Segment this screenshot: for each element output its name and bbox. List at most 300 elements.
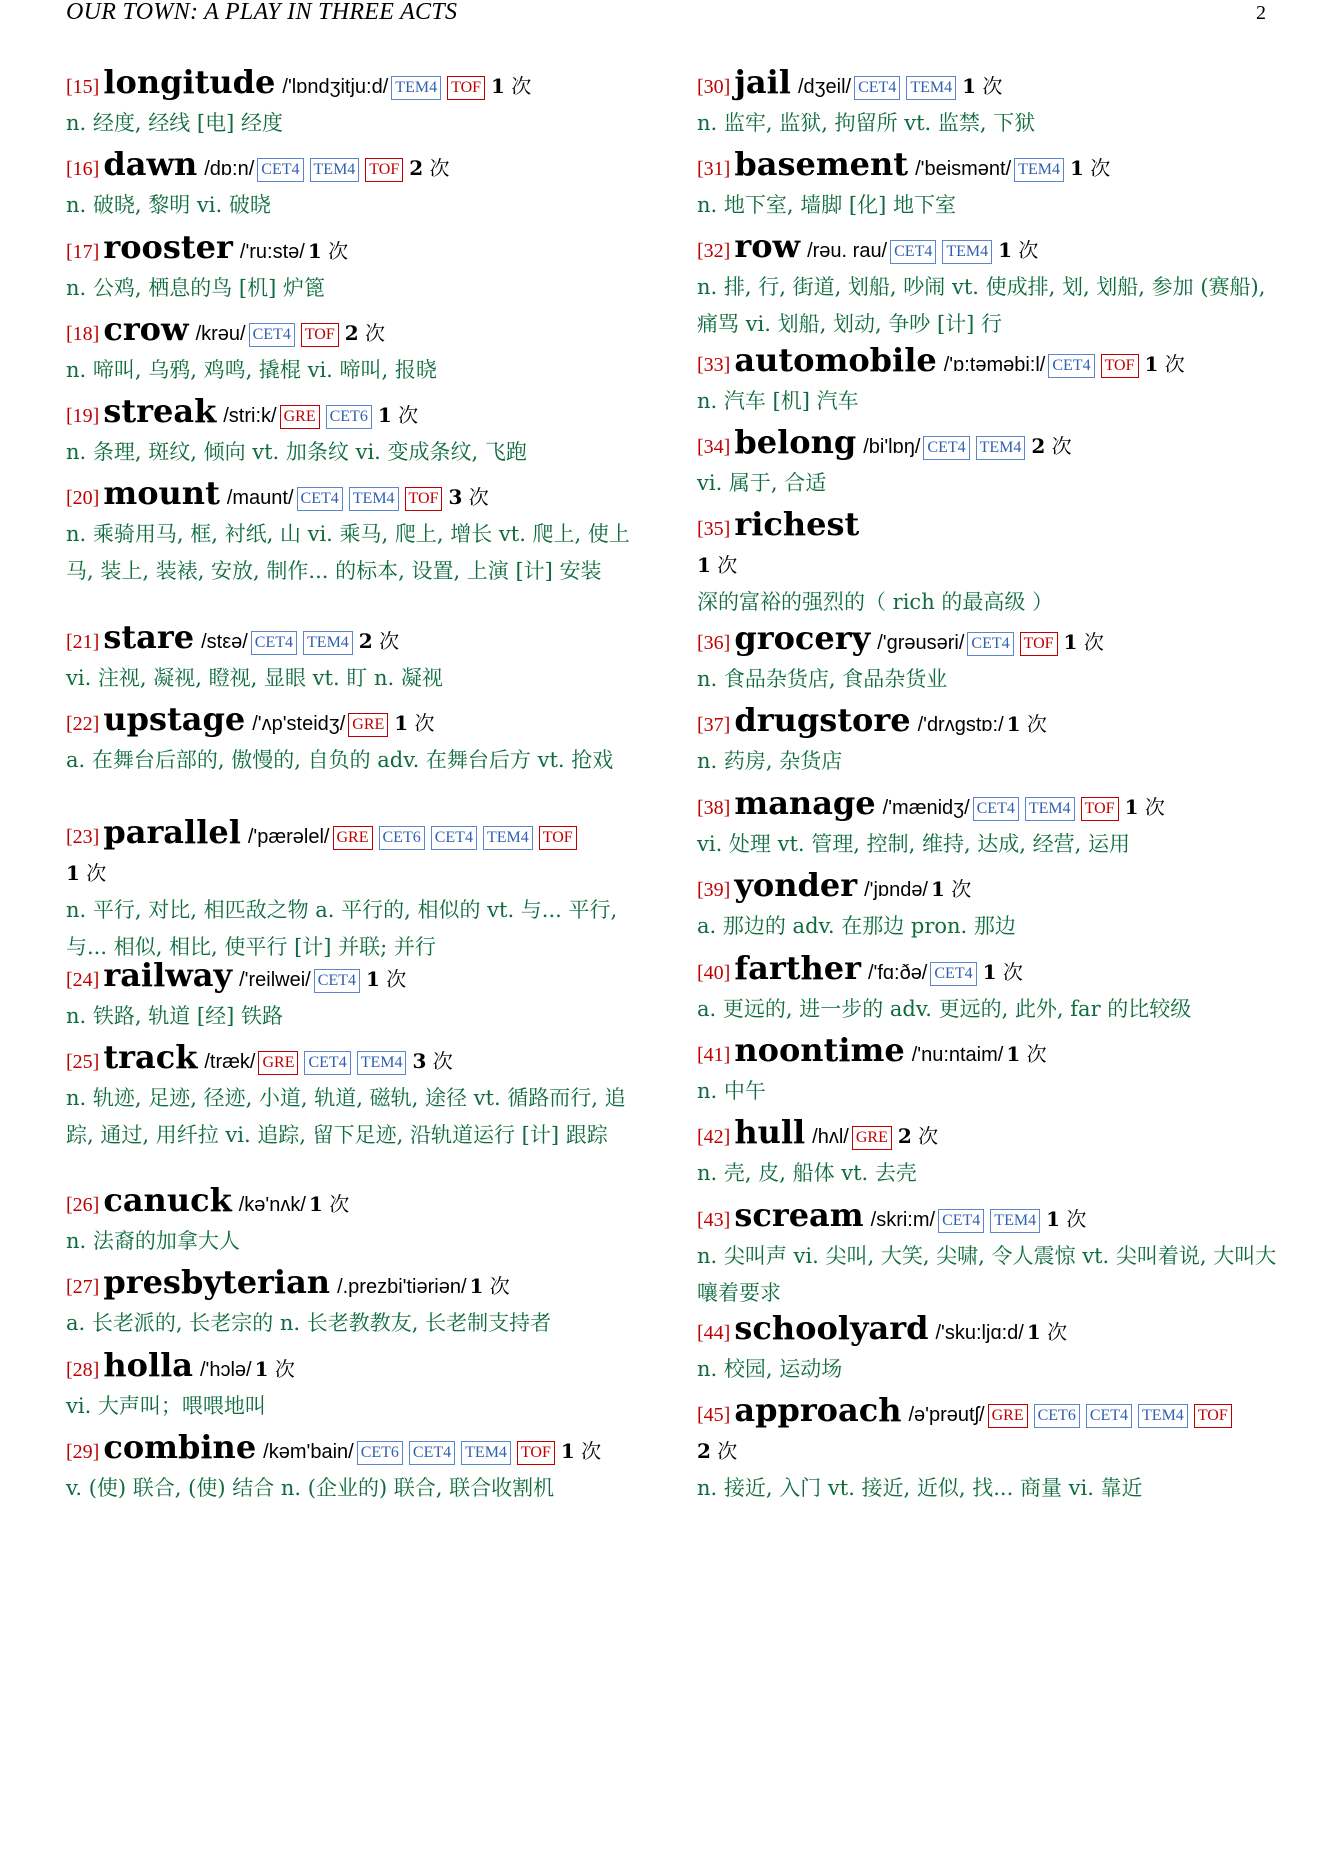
exam-tag-tem4: TEM4 (1025, 797, 1075, 821)
vocab-entry (697, 620, 1277, 698)
frequency-count: 1 (560, 1439, 575, 1463)
headword: manage (734, 784, 876, 822)
frequency (412, 1049, 452, 1073)
phonetic: /'ʌp'steidʒ/ (252, 713, 346, 735)
exam-tag-gre: GRE (852, 1126, 892, 1150)
entry-number: [45] (697, 1404, 731, 1426)
exam-tag-tof: TOF (1194, 1404, 1232, 1428)
book-title: OUR TOWN: A PLAY IN THREE ACTS (66, 0, 458, 25)
exam-tag-tem4: TEM4 (906, 76, 956, 100)
exam-tag-cet4: CET4 (967, 632, 1013, 656)
exam-tag-cet4: CET4 (930, 962, 976, 986)
frequency-count: 2 (697, 1439, 711, 1463)
frequency (697, 1439, 737, 1463)
headword: richest (734, 505, 860, 543)
frequency-count: 1 (307, 239, 322, 263)
headword: yonder (734, 866, 858, 904)
frequency (931, 877, 971, 901)
frequency (983, 960, 1023, 984)
entry-headline (697, 1197, 1277, 1240)
exam-tag-cet4: CET4 (314, 969, 360, 993)
exam-tag-cet4: CET4 (257, 158, 303, 182)
frequency-count: 1 (66, 861, 80, 885)
headword: basement (734, 145, 909, 183)
entry-number: [29] (66, 1441, 100, 1463)
vocab-entry (66, 393, 646, 471)
frequency-unit: 次 (1026, 712, 1047, 736)
headword: presbyterian (103, 1263, 331, 1301)
headword: stare (103, 618, 195, 656)
entry-number: [34] (697, 436, 731, 458)
frequency-unit: 次 (717, 1439, 738, 1463)
frequency (491, 74, 531, 98)
entry-headline (697, 342, 1277, 385)
frequency-count: 2 (409, 156, 424, 180)
frequency-count: 1 (697, 553, 711, 577)
headword: holla (103, 1346, 193, 1384)
vocab-entry (66, 957, 646, 1035)
phonetic: /kəm'bain/ (263, 1441, 354, 1463)
frequency-count: 1 (254, 1357, 269, 1381)
frequency-count: 1 (469, 1274, 484, 1298)
frequency-unit: 次 (982, 74, 1003, 98)
phonetic: /stri:k/ (223, 405, 277, 427)
entry-number: [18] (66, 323, 100, 345)
frequency (448, 485, 488, 509)
definition: n. 汽车 [机] 汽车 (697, 389, 859, 413)
exam-tag-tof: TOF (539, 826, 577, 850)
vocab-entry (697, 64, 1277, 142)
entry-number: [17] (66, 241, 100, 263)
frequency-count: 1 (1124, 795, 1139, 819)
vocab-entry (697, 424, 1277, 502)
frequency (309, 1192, 349, 1216)
frequency (366, 967, 406, 991)
definition: vi. 大声叫；喂喂地叫 (66, 1394, 266, 1418)
frequency-unit: 次 (1144, 795, 1165, 819)
vocab-entry (66, 475, 646, 590)
frequency-count: 1 (394, 711, 409, 735)
exam-tag-tof: TOF (301, 323, 339, 347)
exam-tag-tem4: TEM4 (303, 631, 353, 655)
headword: grocery (734, 619, 871, 657)
vocab-entry (66, 1429, 646, 1507)
exam-tag-cet6: CET6 (1034, 1404, 1080, 1428)
entry-number: [35] (697, 518, 731, 540)
vocab-entry (66, 1347, 646, 1425)
headword: scream (734, 1196, 864, 1234)
exam-tag-cet4: CET4 (297, 487, 343, 511)
frequency-count: 1 (1144, 352, 1159, 376)
entry-headline (66, 311, 646, 354)
frequency-unit: 次 (1164, 352, 1185, 376)
headword: hull (734, 1113, 806, 1151)
entry-number: [41] (697, 1044, 731, 1066)
phonetic: /'nu:ntaim/ (911, 1044, 1004, 1066)
definition: a. 更远的, 进一步的 adv. 更远的, 此外, far 的比较级 (697, 997, 1192, 1021)
phonetic: /'ɒ:təməbi:l/ (943, 354, 1046, 376)
vocab-entry (697, 950, 1277, 1028)
exam-tag-cet6: CET6 (379, 826, 425, 850)
frequency-count: 1 (377, 403, 392, 427)
entry-headline (66, 475, 646, 518)
exam-tag-cet4: CET4 (1086, 1404, 1132, 1428)
frequency-count: 2 (344, 321, 359, 345)
headword: noontime (734, 1031, 905, 1069)
frequency-count: 1 (931, 877, 945, 901)
frequency-count: 1 (491, 74, 505, 98)
frequency (697, 553, 737, 577)
frequency-count: 1 (1069, 156, 1084, 180)
exam-tag-gre: GRE (988, 1404, 1028, 1428)
exam-tag-cet4: CET4 (304, 1051, 350, 1075)
frequency (470, 1274, 510, 1298)
entry-headline (697, 506, 1277, 549)
frequency-unit: 次 (429, 156, 450, 180)
phonetic: /'reilwei/ (239, 969, 311, 991)
phonetic: /'grəusəri/ (877, 632, 965, 654)
entry-number: [33] (697, 354, 731, 376)
frequency-line (697, 1433, 1277, 1472)
phonetic: /træk/ (204, 1051, 256, 1073)
exam-tag-tem4: TEM4 (1138, 1404, 1188, 1428)
frequency-count: 1 (308, 1192, 323, 1216)
entry-headline (697, 424, 1277, 467)
entry-number: [40] (697, 962, 731, 984)
headword: upstage (103, 700, 246, 738)
entry-number: [42] (697, 1126, 731, 1148)
phonetic: /.prezbi'tiəriən/ (337, 1276, 467, 1298)
entry-number: [22] (66, 713, 100, 735)
entry-headline (66, 64, 646, 107)
frequency-unit: 次 (951, 877, 972, 901)
exam-tag-cet6: CET6 (326, 405, 372, 429)
vocab-entry (66, 1264, 646, 1342)
frequency-line (697, 547, 1277, 586)
exam-tag-cet4: CET4 (890, 240, 936, 264)
headword: canuck (103, 1181, 232, 1219)
phonetic: /maunt/ (226, 487, 294, 509)
frequency (255, 1357, 295, 1381)
entry-number: [32] (697, 240, 731, 262)
entry-headline (697, 146, 1277, 189)
definition: n. 轨迹, 足迹, 径迹, 小道, 轨道, 磁轨, 途径 vt. 循路而行, 追踪, 通过, 用纤拉 vi. 追踪, 留下足迹, 沿轨道运行 [计] 跟踪 (66, 1086, 626, 1147)
frequency-count: 1 (962, 74, 977, 98)
phonetic: /ə'prəutʃ/ (908, 1404, 985, 1426)
entry-number: [39] (697, 879, 731, 901)
entry-number: [24] (66, 969, 100, 991)
phonetic: /'ru:stə/ (239, 241, 305, 263)
definition: n. 监牢, 监狱, 拘留所 vt. 监禁, 下狱 (697, 111, 1036, 135)
entry-headline (697, 702, 1277, 745)
entry-number: [31] (697, 158, 731, 180)
exam-tag-cet4: CET4 (431, 826, 477, 850)
entry-number: [15] (66, 76, 100, 98)
definition: n. 尖叫声 vi. 尖叫, 大笑, 尖啸, 令人震惊 vt. 尖叫着说, 大叫大嚷着要求 (697, 1244, 1277, 1305)
vocab-entry (697, 146, 1277, 224)
frequency (1145, 352, 1185, 376)
headword: row (734, 227, 801, 265)
entry-headline (66, 619, 646, 662)
definition: n. 平行, 对比, 相匹敌之物 a. 平行的, 相似的 vt. 与... 平行, 与... 相似, 相比, 使平行 [计] 并联; 并行 (66, 898, 618, 959)
vocab-entry (697, 228, 1277, 343)
frequency-unit: 次 (581, 1439, 602, 1463)
entry-headline (66, 1039, 646, 1082)
frequency-unit: 次 (489, 1274, 510, 1298)
headword: railway (103, 956, 233, 994)
vocab-entry (697, 1032, 1277, 1110)
entry-headline (66, 957, 646, 1000)
frequency-unit: 次 (328, 239, 349, 263)
entry-number: [25] (66, 1051, 100, 1073)
frequency-unit: 次 (379, 629, 400, 653)
frequency-unit: 次 (717, 553, 738, 577)
headword: farther (734, 949, 861, 987)
vocab-entry (66, 146, 646, 224)
exam-tag-gre: GRE (280, 405, 320, 429)
frequency-unit: 次 (1051, 434, 1072, 458)
entry-headline (697, 1310, 1277, 1353)
frequency-unit: 次 (365, 321, 386, 345)
definition: n. 破晓, 黎明 vi. 破晓 (66, 193, 271, 217)
frequency-unit: 次 (386, 967, 407, 991)
frequency (359, 629, 399, 653)
entry-headline (697, 228, 1277, 271)
vocab-entry (697, 506, 1277, 621)
frequency (1027, 1320, 1067, 1344)
exam-tag-tof: TOF (405, 487, 443, 511)
entry-headline (66, 393, 646, 436)
definition: a. 长老派的, 长老宗的 n. 长老教教友, 长老制支持者 (66, 1311, 552, 1335)
headword: automobile (734, 341, 937, 379)
frequency-unit: 次 (918, 1124, 939, 1148)
phonetic: /'pærəlel/ (247, 826, 330, 848)
entry-headline (66, 1347, 646, 1390)
page-number: 2 (1256, 2, 1266, 24)
vocab-entry (697, 702, 1277, 780)
frequency-unit: 次 (1002, 960, 1023, 984)
phonetic: /'mænidʒ/ (882, 797, 970, 819)
exam-tag-cet6: CET6 (357, 1441, 403, 1465)
frequency-count: 1 (1006, 712, 1021, 736)
entry-headline (66, 701, 646, 744)
headword: crow (103, 310, 189, 348)
headword: rooster (103, 228, 233, 266)
frequency-unit: 次 (86, 861, 107, 885)
exam-tag-tem4: TEM4 (990, 1209, 1040, 1233)
definition: n. 法裔的加拿大人 (66, 1229, 240, 1253)
definition: n. 壳, 皮, 船体 vt. 去壳 (697, 1161, 917, 1185)
phonetic: /kə'nʌk/ (238, 1194, 306, 1216)
frequency (1064, 630, 1104, 654)
headword: mount (103, 474, 220, 512)
headword: track (103, 1038, 198, 1076)
vocab-entry (66, 311, 646, 389)
exam-tag-tem4: TEM4 (483, 826, 533, 850)
exam-tag-tem4: TEM4 (461, 1441, 511, 1465)
frequency (1031, 434, 1071, 458)
frequency (998, 238, 1038, 262)
vocab-entry (697, 1310, 1277, 1388)
headword: jail (734, 63, 791, 101)
phonetic: /'sku:ljɑ:d/ (935, 1322, 1024, 1344)
phonetic: /stεə/ (201, 631, 248, 653)
exam-tag-cet4: CET4 (973, 797, 1019, 821)
frequency-count: 1 (982, 960, 997, 984)
definition: vi. 属于, 合适 (697, 471, 827, 495)
frequency-unit: 次 (414, 711, 435, 735)
exam-tag-tof: TOF (365, 158, 403, 182)
headword: longitude (103, 63, 276, 101)
exam-tag-tem4: TEM4 (942, 240, 992, 264)
phonetic: /'hɔlə/ (199, 1359, 252, 1381)
frequency-count: 2 (1031, 434, 1046, 458)
definition: vi. 注视, 凝视, 瞪视, 显眼 vt. 盯 n. 凝视 (66, 666, 443, 690)
entry-headline (697, 64, 1277, 107)
vocab-entry (697, 867, 1277, 945)
frequency-unit: 次 (274, 1357, 295, 1381)
headword: schoolyard (734, 1309, 929, 1347)
entry-headline (697, 1392, 1277, 1435)
entry-number: [44] (697, 1322, 731, 1344)
definition: n. 排, 行, 街道, 划船, 吵闹 vt. 使成排, 划, 划船, 参加 (赛船), 痛骂 vi. 划船, 划动, 争吵 [计] 行 (697, 275, 1266, 336)
exam-tag-cet4: CET4 (923, 436, 969, 460)
frequency (561, 1439, 601, 1463)
definition: n. 啼叫, 乌鸦, 鸡鸣, 撬棍 vi. 啼叫, 报晓 (66, 358, 437, 382)
frequency-unit: 次 (1066, 1207, 1087, 1231)
frequency-unit: 次 (1090, 156, 1111, 180)
definition: a. 在舞台后部的, 傲慢的, 自负的 adv. 在舞台后方 vt. 抢戏 (66, 748, 614, 772)
definition: n. 药房, 杂货店 (697, 749, 843, 773)
headword: streak (103, 392, 217, 430)
definition: n. 校园, 运动场 (697, 1357, 843, 1381)
frequency (1006, 1042, 1046, 1066)
exam-tag-tem4: TEM4 (1014, 158, 1064, 182)
definition: a. 那边的 adv. 在那边 pron. 那边 (697, 914, 1016, 938)
frequency (1046, 1207, 1086, 1231)
entry-headline (697, 1032, 1277, 1075)
frequency (66, 861, 106, 885)
frequency-unit: 次 (1026, 1042, 1047, 1066)
phonetic: /rəu. rau/ (807, 240, 888, 262)
entry-number: [23] (66, 826, 100, 848)
exam-tag-tof: TOF (1020, 632, 1058, 656)
entry-number: [27] (66, 1276, 100, 1298)
entry-headline (66, 1182, 646, 1225)
vocab-entry (66, 619, 646, 697)
exam-tag-gre: GRE (258, 1051, 298, 1075)
entry-number: [28] (66, 1359, 100, 1381)
page-header (66, 0, 1266, 26)
phonetic: /dɒ:n/ (204, 158, 255, 180)
frequency-count: 1 (365, 967, 380, 991)
exam-tag-tem4: TEM4 (976, 436, 1026, 460)
entry-headline (66, 229, 646, 272)
vocab-entry (66, 814, 646, 966)
phonetic: /skri:m/ (870, 1209, 936, 1231)
headword: parallel (103, 813, 241, 851)
vocab-entry (66, 1182, 646, 1260)
entry-number: [43] (697, 1209, 731, 1231)
exam-tag-tof: TOF (447, 76, 485, 100)
frequency-unit: 次 (511, 74, 532, 98)
exam-tag-gre: GRE (348, 713, 388, 737)
vocab-entry (697, 1114, 1277, 1192)
vocab-entry (66, 229, 646, 307)
headword: dawn (103, 145, 198, 183)
frequency-count: 1 (1026, 1320, 1041, 1344)
phonetic: /'jɒndə/ (864, 879, 928, 901)
definition: n. 地下室, 墙脚 [化] 地下室 (697, 193, 956, 217)
entry-number: [21] (66, 631, 100, 653)
entry-headline (66, 1429, 646, 1472)
frequency (378, 403, 418, 427)
entry-number: [38] (697, 797, 731, 819)
entry-headline (697, 620, 1277, 663)
frequency-unit: 次 (398, 403, 419, 427)
vocab-entry (697, 785, 1277, 863)
entry-number: [16] (66, 158, 100, 180)
vocab-entry (66, 701, 646, 779)
phonetic: /hʌl/ (812, 1126, 849, 1148)
vocab-entry (66, 64, 646, 142)
definition: n. 铁路, 轨道 [经] 铁路 (66, 1004, 283, 1028)
frequency-count: 3 (412, 1049, 427, 1073)
phonetic: /krəu/ (195, 323, 246, 345)
entry-number: [36] (697, 632, 731, 654)
frequency-count: 3 (448, 485, 463, 509)
definition: n. 乘骑用马, 框, 衬纸, 山 vi. 乘马, 爬上, 增长 vt. 爬上, 使上马, 装上, 装裱, 安放, 制作... 的标本, 设置, 上演 [计] 安装 (66, 522, 630, 583)
definition: n. 食品杂货店, 食品杂货业 (697, 667, 948, 691)
exam-tag-cet4: CET4 (938, 1209, 984, 1233)
headword: approach (734, 1391, 902, 1429)
definition: vi. 处理 vt. 管理, 控制, 维持, 达成, 经营, 运用 (697, 832, 1131, 856)
definition: 深的富裕的强烈的（ rich 的最高级 ） (697, 590, 1054, 614)
exam-tag-tem4: TEM4 (391, 76, 441, 100)
frequency-line (66, 855, 646, 894)
exam-tag-cet4: CET4 (1048, 354, 1094, 378)
definition: n. 经度, 经线 [电] 经度 (66, 111, 283, 135)
headword: combine (103, 1428, 257, 1466)
frequency (345, 321, 385, 345)
headword: belong (734, 423, 857, 461)
entry-headline (66, 146, 646, 189)
phonetic: /'beismənt/ (915, 158, 1012, 180)
entry-number: [37] (697, 714, 731, 736)
frequency-unit: 次 (1083, 630, 1104, 654)
phonetic: /bi'lɒŋ/ (863, 436, 921, 458)
entry-number: [20] (66, 487, 100, 509)
definition: n. 中午 (697, 1079, 766, 1103)
frequency (409, 156, 449, 180)
definition: n. 接近, 入门 vt. 接近, 近似, 找... 商量 vi. 靠近 (697, 1476, 1143, 1500)
exam-tag-tem4: TEM4 (349, 487, 399, 511)
entry-headline (697, 785, 1277, 828)
frequency (394, 711, 434, 735)
exam-tag-tof: TOF (1081, 797, 1119, 821)
frequency-unit: 次 (468, 485, 489, 509)
frequency-count: 1 (1006, 1042, 1021, 1066)
headword: drugstore (734, 701, 911, 739)
frequency-count: 2 (897, 1124, 912, 1148)
entry-headline (697, 950, 1277, 993)
entry-number: [26] (66, 1194, 100, 1216)
entry-headline (66, 814, 646, 857)
definition: n. 条理, 斑纹, 倾向 vt. 加条纹 vi. 变成条纹, 飞跑 (66, 440, 527, 464)
frequency (1070, 156, 1110, 180)
frequency-count: 1 (1063, 630, 1078, 654)
frequency-count: 1 (998, 238, 1013, 262)
